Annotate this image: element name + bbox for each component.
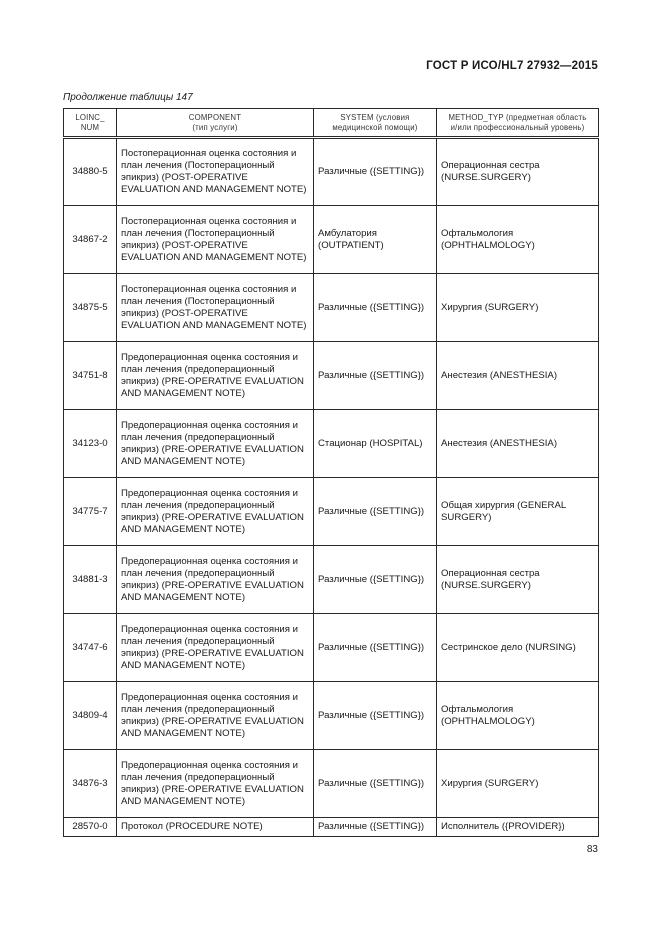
column-header-system	[314, 109, 437, 138]
table-row	[64, 274, 599, 342]
system-cell: Различные ({SETTING})	[314, 546, 437, 614]
table-row	[64, 614, 599, 682]
method-cell: Операционная сестра (NURSE.SURGERY)	[437, 546, 599, 614]
component-cell: Постоперационная оценка состояния и план лечения (Постоперационный эпикриз) (POST-OPERATIVE EVALUATION AND MANAGEMENT NOTE)	[117, 206, 314, 274]
loinc-code-cell: 34809-4	[64, 682, 117, 750]
loinc-code-cell: 34867-2	[64, 206, 117, 274]
table-row	[64, 206, 599, 274]
component-cell: Предоперационная оценка состояния и план лечения (предоперационный эпикриз) (PRE-OPERATIVE EVALUATION AND MANAGEMENT NOTE)	[117, 614, 314, 682]
system-cell: Различные ({SETTING})	[314, 274, 437, 342]
system-cell: Различные ({SETTING})	[314, 342, 437, 410]
loinc-code-cell: 34875-5	[64, 274, 117, 342]
column-header-sublabel: NUM	[80, 122, 100, 132]
column-header-label: SYSTEM (условия	[340, 112, 410, 122]
column-header-loinc-num	[64, 109, 117, 138]
method-cell: Анестезия (ANESTHESIA)	[437, 410, 599, 478]
column-header-method-typ	[437, 109, 599, 138]
table-header-row	[64, 109, 599, 138]
system-cell: Различные ({SETTING})	[314, 682, 437, 750]
column-header-label: LOINC_	[75, 112, 105, 122]
system-cell: Различные ({SETTING})	[314, 614, 437, 682]
column-header-sublabel: (тип услуги)	[192, 122, 238, 132]
loinc-code-cell: 34747-6	[64, 614, 117, 682]
table-caption: Продолжение таблицы 147	[63, 92, 193, 103]
method-cell: Общая хирургия (GENERAL SURGERY)	[437, 478, 599, 546]
system-cell: Различные ({SETTING})	[314, 478, 437, 546]
table-row	[64, 478, 599, 546]
method-cell: Операционная сестра (NURSE.SURGERY)	[437, 138, 599, 206]
table-row	[64, 138, 599, 206]
table-row	[64, 342, 599, 410]
component-cell: Предоперационная оценка состояния и план лечения (предоперационный эпикриз) (PRE-OPERATIVE EVALUATION AND MANAGEMENT NOTE)	[117, 682, 314, 750]
column-header-label: METHOD_TYP (предметная область	[448, 112, 587, 122]
loinc-code-cell: 28570-0	[64, 818, 117, 837]
table-row	[64, 818, 599, 837]
method-cell: Офтальмология (OPHTHALMOLOGY)	[437, 682, 599, 750]
system-cell: Различные ({SETTING})	[314, 138, 437, 206]
component-cell: Предоперационная оценка состояния и план лечения (предоперационный эпикриз) (PRE-OPERATIVE EVALUATION AND MANAGEMENT NOTE)	[117, 478, 314, 546]
system-cell: Стационар (HOSPITAL)	[314, 410, 437, 478]
column-header-component	[117, 109, 314, 138]
method-cell: Хирургия (SURGERY)	[437, 750, 599, 818]
component-cell: Протокол (PROCEDURE NOTE)	[117, 818, 314, 837]
table-row	[64, 750, 599, 818]
component-cell: Предоперационная оценка состояния и план лечения (предоперационный эпикриз) (PRE-OPERATIVE EVALUATION AND MANAGEMENT NOTE)	[117, 342, 314, 410]
loinc-code-cell: 34881-3	[64, 546, 117, 614]
loinc-code-cell: 34123-0	[64, 410, 117, 478]
component-cell: Постоперационная оценка состояния и план лечения (Постоперационный эпикриз) (POST-OPERATIVE EVALUATION AND MANAGEMENT NOTE)	[117, 138, 314, 206]
method-cell: Анестезия (ANESTHESIA)	[437, 342, 599, 410]
system-cell: Различные ({SETTING})	[314, 750, 437, 818]
method-cell: Офтальмология (OPHTHALMOLOGY)	[437, 206, 599, 274]
system-cell: Различные ({SETTING})	[314, 818, 437, 837]
component-cell: Предоперационная оценка состояния и план лечения (предоперационный эпикриз) (PRE-OPERATIVE EVALUATION AND MANAGEMENT NOTE)	[117, 410, 314, 478]
loinc-code-cell: 34880-5	[64, 138, 117, 206]
method-cell: Исполнитель ({PROVIDER})	[437, 818, 599, 837]
method-cell: Хирургия (SURGERY)	[437, 274, 599, 342]
table-row	[64, 410, 599, 478]
loinc-code-cell: 34751-8	[64, 342, 117, 410]
component-cell: Предоперационная оценка состояния и план лечения (предоперационный эпикриз) (PRE-OPERATIVE EVALUATION AND MANAGEMENT NOTE)	[117, 750, 314, 818]
method-cell: Сестринское дело (NURSING)	[437, 614, 599, 682]
system-cell: Амбулатория (OUTPATIENT)	[314, 206, 437, 274]
column-header-sublabel: и/или профессиональный уровень)	[450, 122, 585, 132]
loinc-table	[63, 108, 599, 837]
loinc-code-cell: 34876-3	[64, 750, 117, 818]
table-row	[64, 682, 599, 750]
document-standard-header: ГОСТ Р ИСО/HL7 27932—2015	[426, 60, 598, 72]
column-header-label: COMPONENT	[188, 112, 242, 122]
component-cell: Постоперационная оценка состояния и план лечения (Постоперационный эпикриз) (POST-OPERATIVE EVALUATION AND MANAGEMENT NOTE)	[117, 274, 314, 342]
component-cell: Предоперационная оценка состояния и план лечения (предоперационный эпикриз) (PRE-OPERATIVE EVALUATION AND MANAGEMENT NOTE)	[117, 546, 314, 614]
table-row	[64, 546, 599, 614]
column-header-sublabel: медицинской помощи)	[332, 122, 418, 132]
page-number: 83	[586, 844, 598, 855]
loinc-code-cell: 34775-7	[64, 478, 117, 546]
